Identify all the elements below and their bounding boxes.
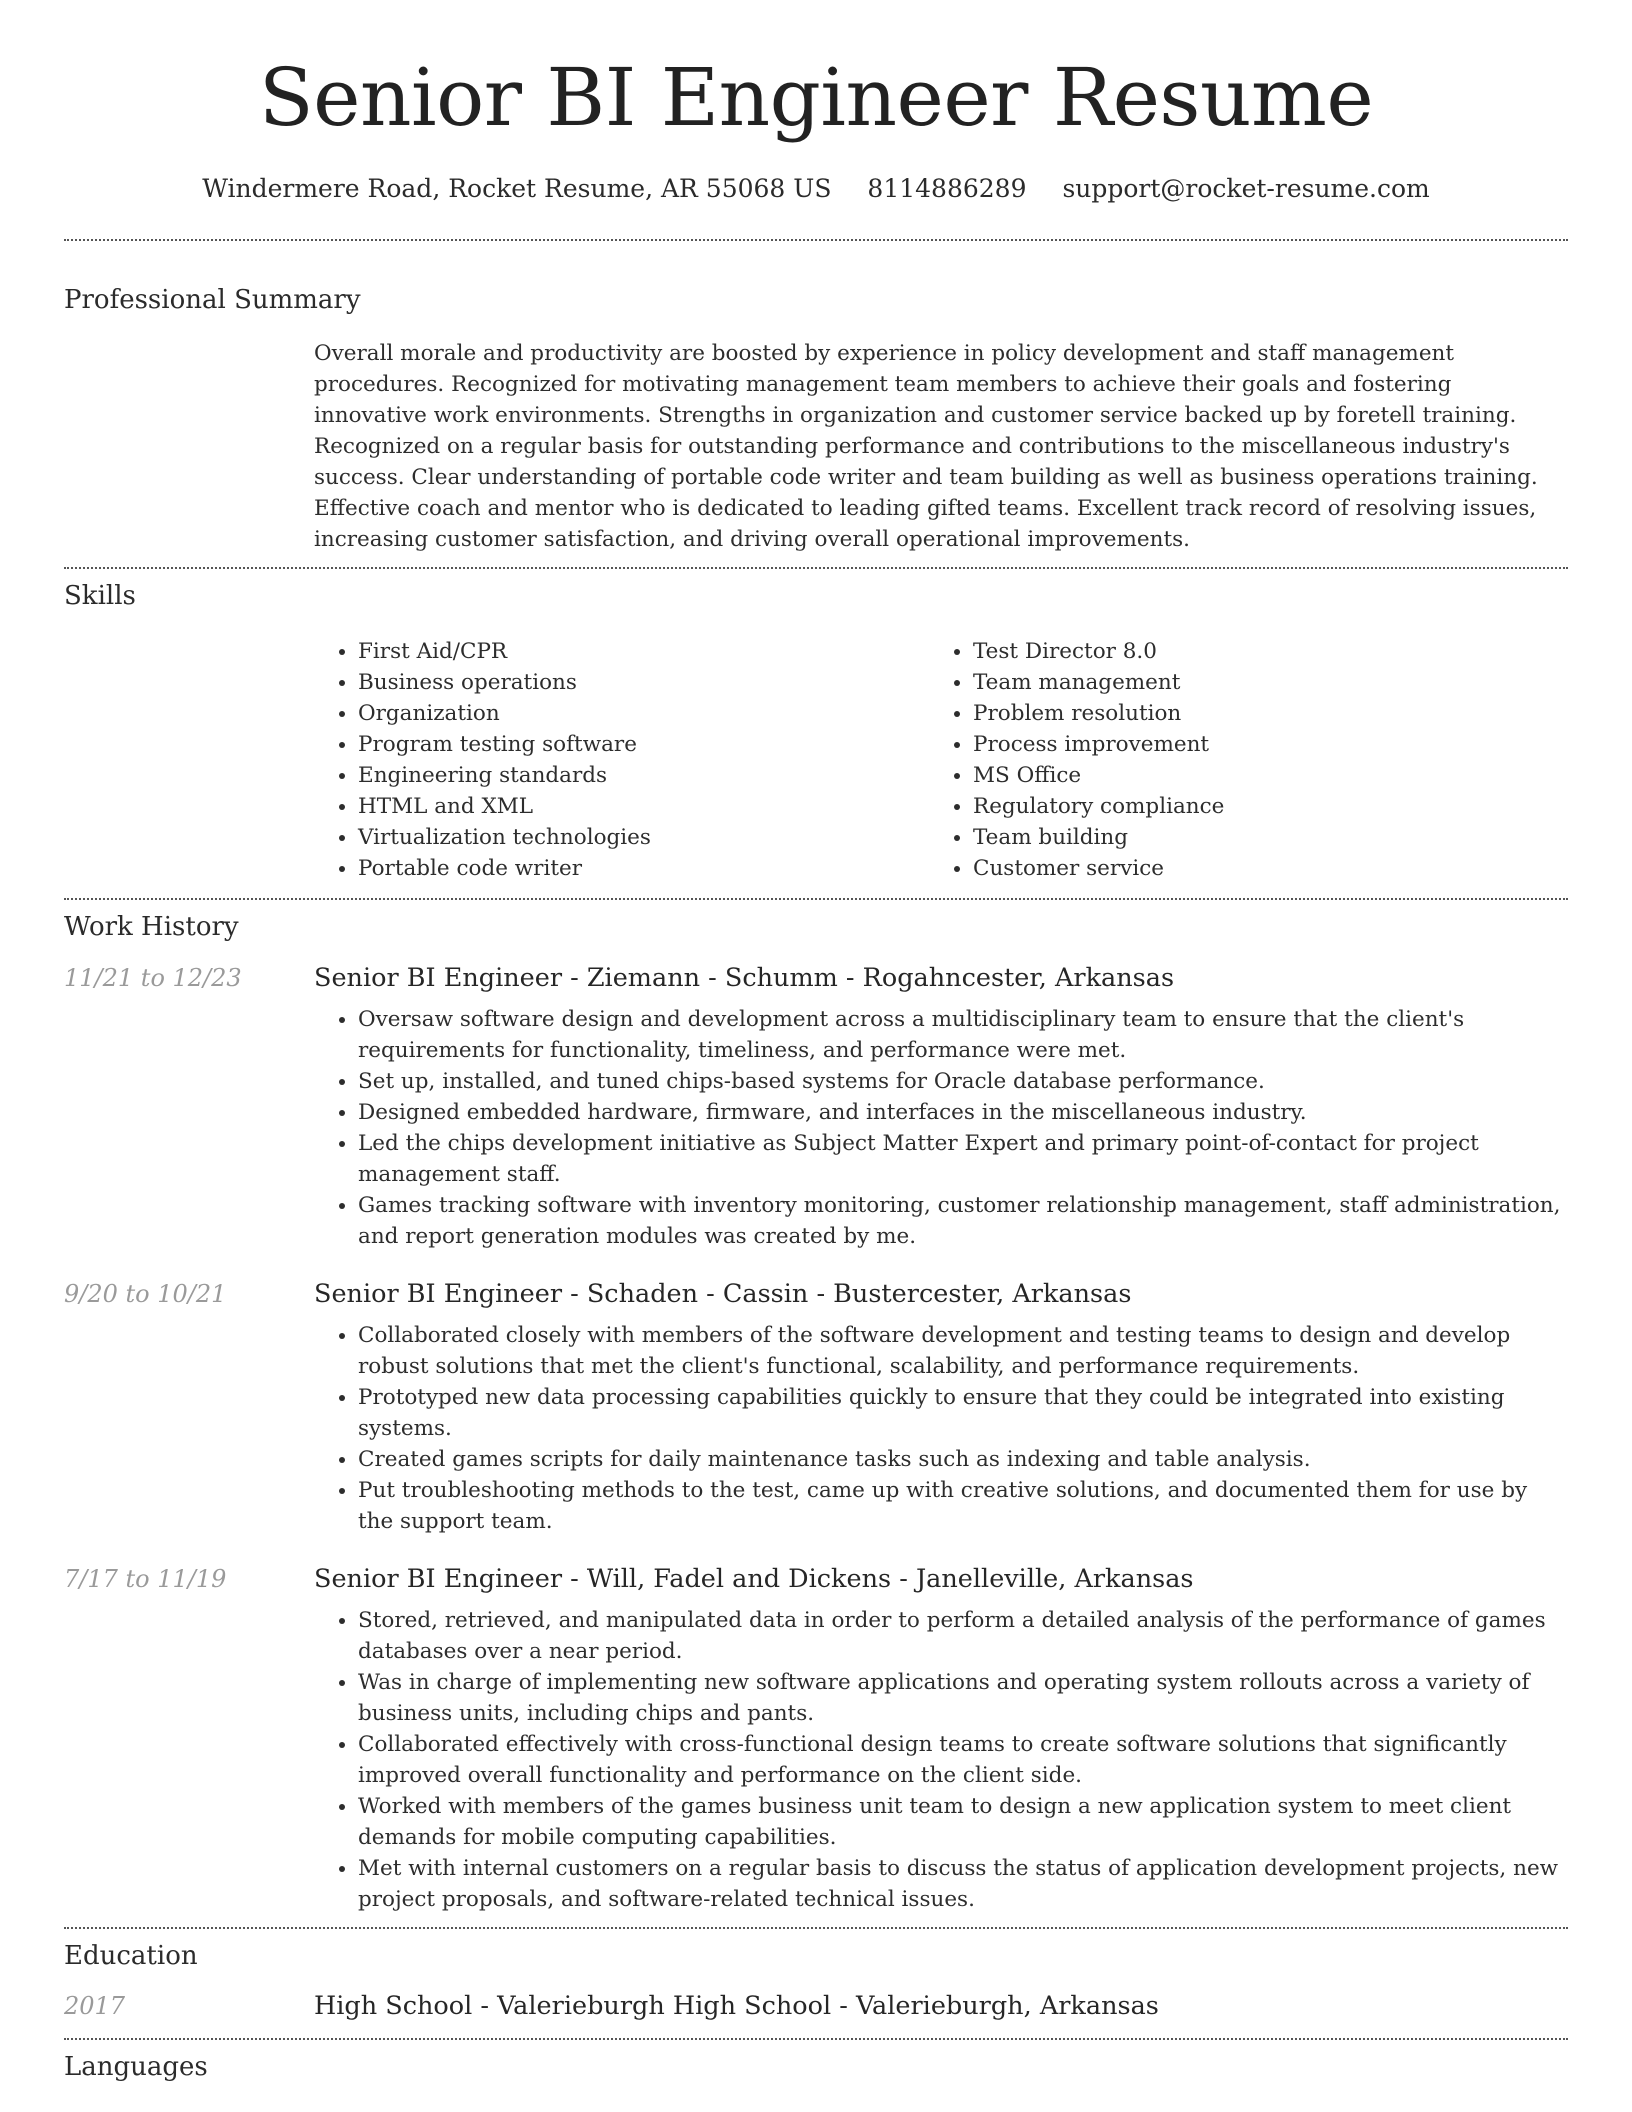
job-title: Senior BI Engineer - Schaden - Cassin - Bustercester, Arkansas — [314, 1278, 1132, 1309]
education-entry — [64, 1986, 1568, 2026]
job-bullet: • Games tracking software with inventory monitoring, customer relationship management, staff administration, and report generation modules was created by me. — [358, 1190, 1568, 1252]
skill-item: • Organization — [358, 698, 929, 729]
job-bullet: • Was in charge of implementing new software applications and operating system rollouts across a variety of business units, including chips and pants. — [358, 1667, 1568, 1729]
skill-item: • Team management — [973, 667, 1544, 698]
skill-item: • Program testing software — [358, 729, 929, 760]
education-title: High School - Valerieburgh High School - Valerieburgh, Arkansas — [314, 1990, 1159, 2021]
job-date: 7/17 to 11/19 — [64, 1564, 227, 1593]
skill-item: • Customer service — [973, 853, 1544, 884]
job-bullet: • Led the chips development initiative as Subject Matter Expert and primary point-of-contact for project management staff. — [358, 1128, 1568, 1190]
education-section — [64, 1929, 1568, 2026]
section-title-languages: Languages — [64, 2051, 208, 2082]
skill-item: • Regulatory compliance — [973, 791, 1544, 822]
job-bullet-list — [314, 1004, 1568, 1252]
contact-email: support@rocket-resume.com — [1062, 174, 1430, 203]
job-entry — [64, 1559, 1568, 1915]
contact-address: Windermere Road, Rocket Resume, AR 55068 US — [202, 174, 832, 203]
job-bullet: • Met with internal customers on a regular basis to discuss the status of application development projects, new project proposals, and software-related technical issues. — [358, 1853, 1568, 1915]
job-bullet: • Prototyped new data processing capabilities quickly to ensure that they could be integrated into existing systems. — [358, 1382, 1568, 1444]
job-body — [314, 958, 1568, 1252]
job-bullet: • Created games scripts for daily maintenance tasks such as indexing and table analysis. — [358, 1444, 1568, 1475]
job-bullet-list — [314, 1605, 1568, 1915]
skill-item: • Team building — [973, 822, 1544, 853]
skill-item: • Engineering standards — [358, 760, 929, 791]
resume-title: Senior BI Engineer Resume — [258, 51, 1374, 144]
skill-item: • Virtualization technologies — [358, 822, 929, 853]
job-entry — [64, 958, 1568, 1252]
job-bullet: • Stored, retrieved, and manipulated data in order to perform a detailed analysis of the performance of games databases over a near period. — [358, 1605, 1568, 1667]
education-date: 2017 — [64, 1991, 126, 2020]
job-date: 9/20 to 10/21 — [64, 1279, 227, 1308]
contact-line — [64, 174, 1568, 203]
languages-section — [64, 2040, 1568, 2083]
skill-item: • Test Director 8.0 — [973, 636, 1544, 667]
section-title-work-history: Work History — [64, 912, 239, 943]
resume-header — [64, 0, 1568, 203]
job-bullet: • Designed embedded hardware, firmware, and interfaces in the miscellaneous industry. — [358, 1097, 1568, 1128]
skill-item: • HTML and XML — [358, 791, 929, 822]
skills-column-right — [929, 636, 1544, 884]
job-bullet: • Collaborated effectively with cross-functional design teams to create software solutions that significantly improved overall functionality and performance on the client side. — [358, 1729, 1568, 1791]
skill-item: • Problem resolution — [973, 698, 1544, 729]
summary-section — [64, 285, 1568, 555]
skill-item: • Business operations — [358, 667, 929, 698]
divider — [64, 239, 1568, 241]
job-bullet: • Collaborated closely with members of the software development and testing teams to design and develop robust solutions that met the client's functional, scalability, and performance requirements. — [358, 1320, 1568, 1382]
skills-column-left — [314, 636, 929, 884]
skill-item: • Portable code writer — [358, 853, 929, 884]
job-body — [314, 1274, 1568, 1537]
summary-text: Overall morale and productivity are boosted by experience in policy development and staff management procedures. Recognized for motivating management team members to achieve their goals and fostering innovative work environments. Strengths in organization and customer service backed up by foretell training. Recognized on a regular basis for outstanding performance and contributions to the miscellaneous industry's success. Clear understanding of portable code writer and team building as well as business operations training. Effective coach and mentor who is dedicated to leading gifted teams. Excellent track record of resolving issues, increasing customer satisfaction, and driving overall operational improvements. — [314, 341, 1538, 553]
job-title: Senior BI Engineer - Will, Fadel and Dickens - Janelleville, Arkansas — [314, 1563, 1194, 1594]
job-bullet: • Put troubleshooting methods to the test, came up with creative solutions, and documented them for use by the support team. — [358, 1475, 1568, 1537]
job-title: Senior BI Engineer - Ziemann - Schumm - Rogahncester, Arkansas — [314, 962, 1175, 993]
contact-phone: 8114886289 — [867, 174, 1027, 203]
job-bullet: • Worked with members of the games business unit team to design a new application system to meet client demands for mobile computing capabilities. — [358, 1791, 1568, 1853]
job-bullet-list — [314, 1320, 1568, 1537]
skill-item: • First Aid/CPR — [358, 636, 929, 667]
work-history-section — [64, 900, 1568, 1914]
job-body — [314, 1559, 1568, 1915]
skills-section — [64, 569, 1568, 884]
skills-grid — [314, 636, 1568, 884]
job-entry — [64, 1274, 1568, 1537]
job-date: 11/21 to 12/23 — [64, 963, 242, 992]
job-bullet: • Set up, installed, and tuned chips-based systems for Oracle database performance. — [358, 1066, 1568, 1097]
skill-item: • Process improvement — [973, 729, 1544, 760]
skill-item: • MS Office — [973, 760, 1544, 791]
section-title-summary: Professional Summary — [64, 285, 361, 315]
section-title-skills: Skills — [64, 581, 136, 612]
section-title-education: Education — [64, 1940, 198, 1971]
job-bullet: • Oversaw software design and development across a multidisciplinary team to ensure that the client's requirements for functionality, timeliness, and performance were met. — [358, 1004, 1568, 1066]
